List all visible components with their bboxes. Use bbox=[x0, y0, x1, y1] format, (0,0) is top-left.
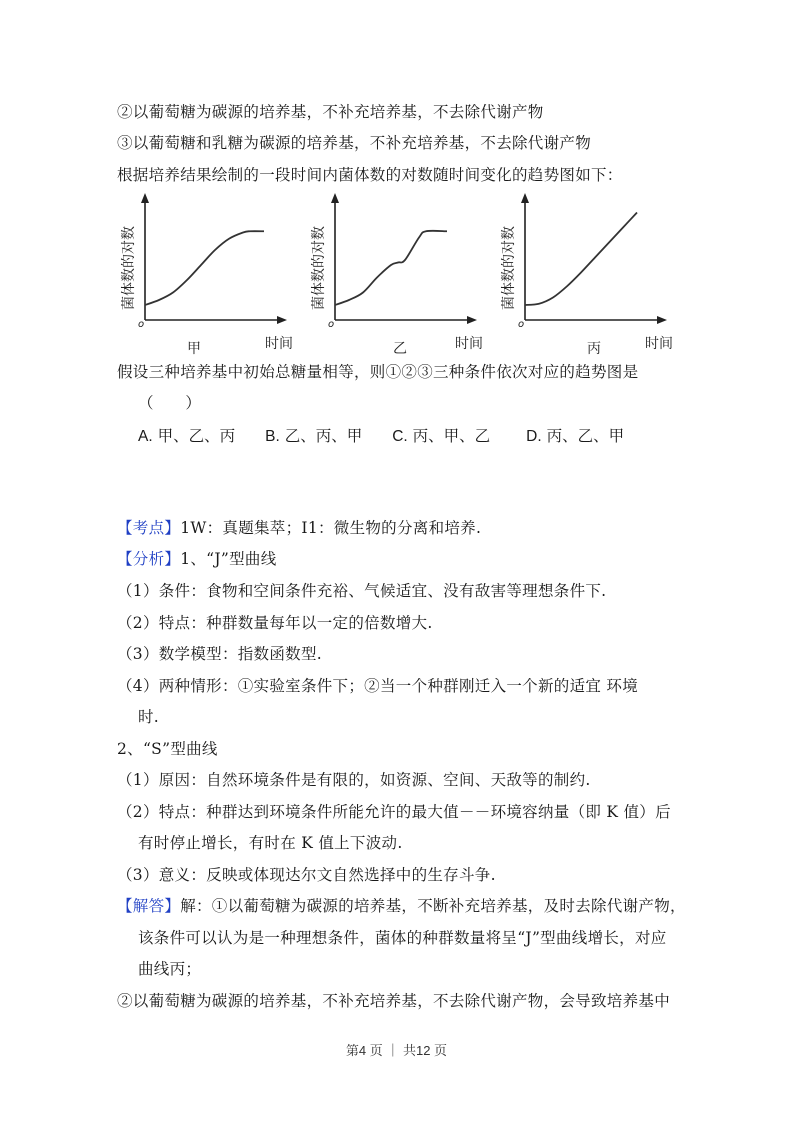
jieda-line-4: ②以葡萄糖为碳源的培养基，不补充培养基，不去除代谢产物，会导致培养基中 bbox=[117, 992, 671, 1010]
y-axis-arrow bbox=[331, 193, 339, 203]
choices bbox=[138, 424, 654, 446]
kaodian-line bbox=[117, 518, 481, 538]
curve-甲 bbox=[145, 231, 264, 305]
chart-yi bbox=[305, 190, 485, 359]
x-axis-label: 时间 bbox=[455, 336, 483, 352]
x-axis-label: 时间 bbox=[645, 336, 673, 352]
origin-label: o bbox=[517, 319, 525, 330]
answer-blank: （ ） bbox=[138, 394, 202, 412]
condition-3-line: ③以葡萄糖和乳糖为碳源的培养基，不补充培养基，不去除代谢产物 bbox=[117, 134, 592, 152]
chart-bing bbox=[495, 190, 675, 359]
chart-jia-svg bbox=[115, 190, 295, 355]
origin-label: o bbox=[137, 319, 145, 330]
question-stem: 假设三种培养基中初始总糖量相等，则①②③三种条件依次对应的趋势图是 bbox=[117, 363, 639, 381]
x-axis-arrow bbox=[277, 316, 287, 324]
s-item-1: （1）原因：自然环境条件是有限的，如资源、空间、天敌等的制约. bbox=[117, 771, 591, 789]
origin-label: o bbox=[327, 319, 335, 330]
y-axis-label: 菌体数的对数 bbox=[501, 226, 517, 310]
jieda-line-3: 曲线丙； bbox=[138, 960, 202, 978]
fenxi-line bbox=[117, 549, 277, 569]
chart-intro-line: 根据培养结果绘制的一段时间内菌体数的对数随时间变化的趋势图如下： bbox=[117, 166, 623, 184]
kaodian-tag: 【考点】 bbox=[117, 519, 181, 537]
s-item-2-cont: 有时停止增长，有时在 K 值上下波动. bbox=[138, 834, 403, 852]
choice-a[interactable]: A. 甲、乙、丙 bbox=[138, 427, 236, 445]
jieda-line-1 bbox=[117, 896, 686, 916]
chart-jia bbox=[115, 190, 295, 359]
chart-title: 丙 bbox=[587, 341, 601, 357]
chart-title: 甲 bbox=[187, 341, 201, 357]
jieda-tag: 【解答】 bbox=[117, 897, 181, 915]
j-item-3: （3）数学模型：指数函数型. bbox=[117, 645, 322, 663]
x-axis-arrow bbox=[467, 316, 477, 324]
fenxi-tag: 【分析】 bbox=[117, 550, 181, 568]
y-axis-label: 菌体数的对数 bbox=[121, 226, 137, 310]
x-axis-label: 时间 bbox=[265, 336, 293, 352]
kaodian-text: 1W：真题集萃；I1：微生物的分离和培养. bbox=[180, 519, 482, 537]
choice-b[interactable]: B. 乙、丙、甲 bbox=[265, 427, 363, 445]
j-item-4-cont: 时. bbox=[138, 708, 160, 726]
fenxi-heading-j: 1、“J”型曲线 bbox=[180, 550, 277, 568]
y-axis-arrow bbox=[521, 193, 529, 203]
chart-yi-svg bbox=[305, 190, 485, 355]
s-item-2: （2）特点：种群达到环境条件所能允许的最大值－－环境容纳量（即 K 值）后 bbox=[117, 803, 671, 821]
choice-d[interactable]: D. 丙、乙、甲 bbox=[526, 427, 625, 445]
j-item-4: （4）两种情形：①实验室条件下；②当一个种群刚迁入一个新的适宜 环境 bbox=[117, 677, 638, 695]
y-axis-label: 菌体数的对数 bbox=[311, 226, 327, 310]
page-footer: 第4 页 ｜ 共12 页 bbox=[345, 1043, 448, 1058]
fenxi-heading-s: 2、“S”型曲线 bbox=[117, 740, 218, 758]
chart-title: 乙 bbox=[393, 341, 407, 357]
condition-2-line: ②以葡萄糖为碳源的培养基，不补充培养基，不去除代谢产物 bbox=[117, 103, 544, 121]
choice-c[interactable]: C. 丙、甲、乙 bbox=[392, 427, 491, 445]
chart-bing-svg bbox=[495, 190, 675, 355]
jieda-line-2: 该条件可以认为是一种理想条件，菌体的种群数量将呈“J”型曲线增长，对应 bbox=[138, 929, 667, 947]
curve-乙 bbox=[335, 231, 447, 305]
curve-丙 bbox=[525, 213, 637, 306]
x-axis-arrow bbox=[657, 316, 667, 324]
jieda-text-1: 解：①以葡萄糖为碳源的培养基，不断补充培养基，及时去除代谢产物， bbox=[180, 897, 686, 915]
j-item-1: （1）条件：食物和空间条件充裕、气候适宜、没有敌害等理想条件下. bbox=[117, 582, 607, 600]
j-item-2: （2）特点：种群数量每年以一定的倍数增大. bbox=[117, 614, 433, 632]
y-axis-arrow bbox=[141, 193, 149, 203]
s-item-3: （3）意义：反映或体现达尔文自然选择中的生存斗争. bbox=[117, 866, 496, 884]
